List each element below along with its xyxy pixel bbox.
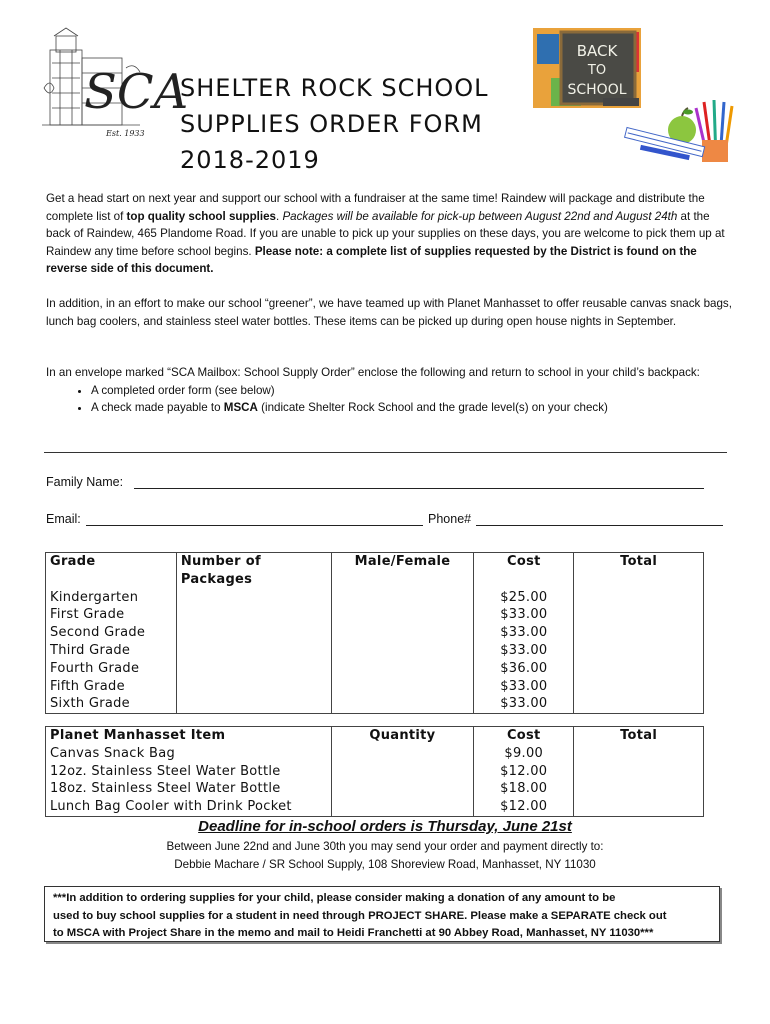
cost-cell: $12.00 bbox=[474, 763, 574, 781]
section-divider bbox=[44, 452, 727, 453]
chalk-line-1: BACK bbox=[576, 42, 618, 60]
gender-cell[interactable] bbox=[331, 695, 474, 713]
donation-notice bbox=[44, 886, 720, 942]
intro-paragraph-3 bbox=[46, 364, 736, 417]
item-cell: 18oz. Stainless Steel Water Bottle bbox=[46, 780, 332, 798]
donation-line-3: to MSCA with Project Share in the memo and mail to Heidi Franchetti at 90 Abbey Road, Manhasset, NY 11030*** bbox=[53, 927, 654, 939]
intro-note: Please note: a complete list of supplies requested by the District is found on the reverse side of this document. bbox=[46, 244, 697, 275]
total-cell[interactable] bbox=[574, 624, 704, 642]
bullet-text: (indicate Shelter Rock School and the grade level(s) on your check) bbox=[257, 401, 608, 414]
intro-text: Get a head start on next year and support our school with a fundraiser at the same time! Raindew will package and distribute the complete list of bbox=[46, 192, 705, 223]
grade-cell: Kindergarten bbox=[46, 589, 177, 607]
grade-cell: Fifth Grade bbox=[46, 678, 177, 696]
logo-letter-s: SCA bbox=[84, 64, 189, 120]
packages-cell[interactable] bbox=[176, 678, 331, 696]
grade-cell: First Grade bbox=[46, 606, 177, 624]
page-title bbox=[180, 70, 489, 178]
phone-field[interactable] bbox=[476, 525, 723, 526]
intro-pickup-dates: Packages will be available for pick-up between August 22nd and August 24th bbox=[282, 209, 678, 223]
sca-logo bbox=[40, 28, 189, 143]
packages-cell[interactable] bbox=[176, 695, 331, 713]
title-line-1: SHELTER ROCK SCHOOL bbox=[180, 74, 489, 102]
mail-instructions: Between June 22nd and June 30th you may send your order and payment directly to: bbox=[166, 840, 604, 853]
gender-cell[interactable] bbox=[331, 678, 474, 696]
total-cell[interactable] bbox=[574, 745, 704, 763]
header-quantity: Quantity bbox=[331, 727, 474, 745]
gender-cell[interactable] bbox=[331, 589, 474, 607]
header-item: Planet Manhasset Item bbox=[46, 727, 332, 745]
cost-cell: $33.00 bbox=[474, 695, 574, 713]
table-row bbox=[46, 780, 704, 798]
cost-cell: $33.00 bbox=[474, 678, 574, 696]
table-row bbox=[46, 589, 704, 607]
packages-cell[interactable] bbox=[176, 589, 331, 607]
header-total: Total bbox=[574, 553, 704, 589]
cost-cell: $36.00 bbox=[474, 660, 574, 678]
intro-bold: top quality school supplies bbox=[126, 209, 276, 223]
grade-cell: Third Grade bbox=[46, 642, 177, 660]
intro-text: . bbox=[276, 209, 283, 223]
header-packages: Number of Packages bbox=[176, 553, 331, 589]
table-row bbox=[46, 642, 704, 660]
donation-line-1: ***In addition to ordering supplies for your child, please consider making a donation of any amount to be bbox=[53, 892, 616, 904]
bullet-bold: MSCA bbox=[223, 401, 258, 414]
total-cell[interactable] bbox=[574, 695, 704, 713]
total-cell[interactable] bbox=[574, 798, 704, 816]
packages-cell[interactable] bbox=[176, 642, 331, 660]
grade-cell: Second Grade bbox=[46, 624, 177, 642]
packages-cell[interactable] bbox=[176, 660, 331, 678]
header-gender: Male/Female bbox=[331, 553, 474, 589]
total-cell[interactable] bbox=[574, 642, 704, 660]
table-row bbox=[46, 695, 704, 713]
header-grade: Grade bbox=[46, 553, 177, 589]
planet-manhasset-table bbox=[45, 726, 704, 817]
total-cell[interactable] bbox=[574, 606, 704, 624]
mail-address: Debbie Machare / SR School Supply, 108 Shoreview Road, Manhasset, NY 11030 bbox=[174, 858, 596, 871]
grade-order-table bbox=[45, 552, 704, 714]
table-row bbox=[46, 678, 704, 696]
total-cell[interactable] bbox=[574, 678, 704, 696]
table-header-row bbox=[46, 727, 704, 745]
table-row bbox=[46, 606, 704, 624]
email-label: Email: bbox=[46, 512, 81, 526]
header-total: Total bbox=[574, 727, 704, 745]
header-cost: Cost bbox=[474, 727, 574, 745]
cost-cell: $9.00 bbox=[474, 745, 574, 763]
item-cell: Lunch Bag Cooler with Drink Pocket bbox=[46, 798, 332, 816]
apple-pencils-image bbox=[620, 96, 740, 166]
title-line-2: SUPPLIES ORDER FORM bbox=[180, 110, 483, 138]
packages-cell[interactable] bbox=[176, 606, 331, 624]
cost-cell: $33.00 bbox=[474, 624, 574, 642]
quantity-cell[interactable] bbox=[331, 763, 474, 781]
email-field[interactable] bbox=[86, 525, 423, 526]
item-cell: 12oz. Stainless Steel Water Bottle bbox=[46, 763, 332, 781]
enclosure-list bbox=[46, 382, 736, 417]
deadline-heading: Deadline for in-school orders is Thursday, June 21st bbox=[198, 818, 572, 835]
quantity-cell[interactable] bbox=[331, 780, 474, 798]
total-cell[interactable] bbox=[574, 763, 704, 781]
gender-cell[interactable] bbox=[331, 660, 474, 678]
table-row bbox=[46, 745, 704, 763]
cost-cell: $33.00 bbox=[474, 606, 574, 624]
list-item bbox=[91, 399, 736, 417]
list-item: • A completed order form (see below) bbox=[91, 382, 736, 400]
donation-line-2: used to buy school supplies for a student in need through PROJECT SHARE. Please make a SEPARATE check out bbox=[53, 909, 667, 922]
gender-cell[interactable] bbox=[331, 606, 474, 624]
grade-cell: Fourth Grade bbox=[46, 660, 177, 678]
total-cell[interactable] bbox=[574, 589, 704, 607]
quantity-cell[interactable] bbox=[331, 798, 474, 816]
cost-cell: $25.00 bbox=[474, 589, 574, 607]
table-row bbox=[46, 798, 704, 816]
table-row bbox=[46, 660, 704, 678]
gender-cell[interactable] bbox=[331, 624, 474, 642]
intro-paragraph-1 bbox=[46, 190, 736, 278]
bullet-text: A check made payable to bbox=[91, 401, 224, 414]
item-cell: Canvas Snack Bag bbox=[46, 745, 332, 763]
intro-text: at the back of Raindew, 465 Plandome Road. If you are unable to pick up your supplies on these days, you are welcome to pick them up at Raindew any time before school begins. bbox=[46, 209, 725, 258]
family-name-field[interactable] bbox=[134, 488, 704, 489]
table-row bbox=[46, 763, 704, 781]
quantity-cell[interactable] bbox=[331, 745, 474, 763]
chalk-line-3: SCHOOL bbox=[567, 82, 627, 98]
packages-cell[interactable] bbox=[176, 624, 331, 642]
table-row bbox=[46, 624, 704, 642]
phone-label: Phone# bbox=[428, 512, 472, 526]
title-line-3: 2018-2019 bbox=[180, 146, 320, 174]
cost-cell: $12.00 bbox=[474, 798, 574, 816]
total-cell[interactable] bbox=[574, 780, 704, 798]
envelope-instructions: In an envelope marked “SCA Mailbox: School Supply Order” enclose the following and return to school in your child’s backpack: bbox=[46, 366, 700, 379]
header-cost: Cost bbox=[474, 553, 574, 589]
intro-paragraph-2: In addition, in an effort to make our school “greener”, we have teamed up with Planet Manhasset to offer reusable canvas snack bags, lunch bag coolers, and stainless steel water bottles. These items can be picked up during open house nights in September. bbox=[46, 297, 732, 328]
chalk-line-2: TO bbox=[587, 63, 607, 78]
cost-cell: $18.00 bbox=[474, 780, 574, 798]
logo-est: Est. 1933 bbox=[106, 129, 145, 138]
total-cell[interactable] bbox=[574, 660, 704, 678]
cost-cell: $33.00 bbox=[474, 642, 574, 660]
family-name-label: Family Name: bbox=[46, 475, 124, 489]
table-header-row bbox=[46, 553, 704, 589]
grade-cell: Sixth Grade bbox=[46, 695, 177, 713]
gender-cell[interactable] bbox=[331, 642, 474, 660]
